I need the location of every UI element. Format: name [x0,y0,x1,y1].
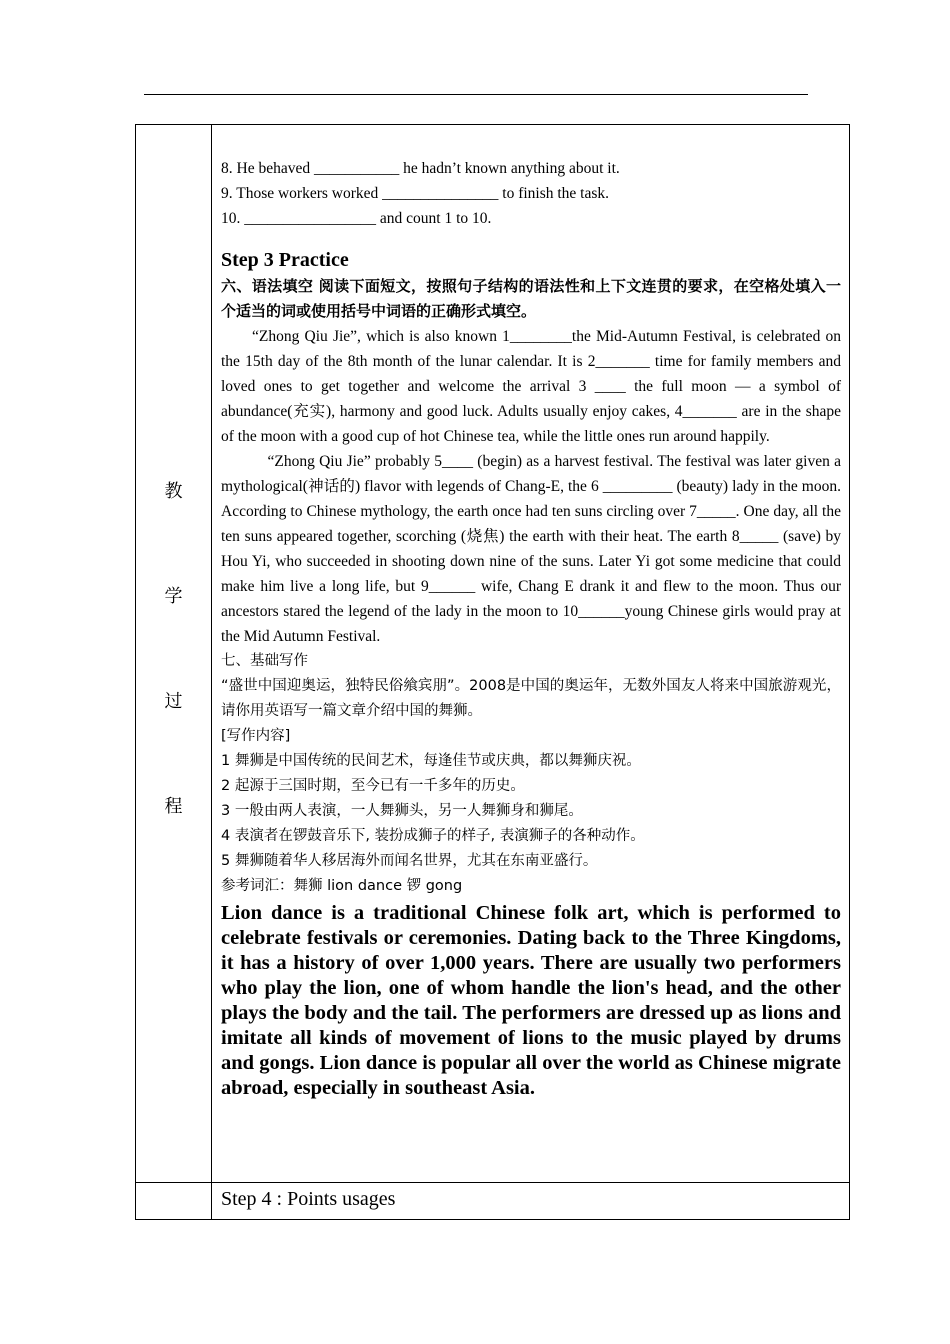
writing-point-3: 3 一般由两人表演，一人舞狮头，另一人舞狮身和狮尾。 [221,803,583,819]
side-label-char-3: 过 [164,691,183,711]
writing-title: 七、基础写作 [221,653,308,669]
grammar-fill-instruction: 六、语法填空 阅读下面短文，按照句子结构的语法性和上下文连贯的要求，在空格处填入一个适当的词或使用括号中词语的正确形式填空。 [221,277,841,320]
writing-point-2: 2 起源于三国时期，至今已有一千多年的历史。 [221,778,525,794]
exercise-line-9: 9. Those workers worked _______________ to finish the task. [221,185,610,202]
passage-paragraph-1: “Zhong Qiu Jie”, which is also known 1________the Mid-Autumn Festival, is celebrated on the 15th day of the 8th month of the lunar calendar. It is 2_______ time for family members and loved ones to get together and welcome the arrival 3 ____ the full moon — a symbol of abundance(充实), harmony and good luck. Adults usually enjoy cakes, 4_______ are in the shape of the moon with a good cup of hot Chinese tea, while the little ones run around happily. [221,328,841,445]
row-divider [136,1182,849,1183]
column-divider [211,125,212,1219]
model-answer: Lion dance is a traditional Chinese folk art, which is performed to celebrate festivals or ceremonies. Dating back to the Three Kingdoms, it has a history of over 1,000 years. There are usually two performers who play the lion, one of whom handle the lion's head, and the other plays the body and the tail. The performers are dressed up as lions and imitate all kinds of movement of lions to the music played by drums and gongs. Lion dance is popular all over the world as Chinese migrate abroad, especially in southeast Asia. [221,902,841,1099]
step4-title: Step 4 : Points usages [221,1188,396,1210]
side-label-char-1: 教 [164,481,183,501]
side-label-char-2: 学 [164,586,183,606]
side-label-char-4: 程 [164,796,183,816]
passage-paragraph-2: “Zhong Qiu Jie” probably 5____ (begin) as a harvest festival. The festival was later given a mythological(神话的) flavor with legends of Chang-E, the 6 _________ (beauty) lady in the moon. According to Chinese mythology, the earth once had ten suns circling over 7_____. One day, all the ten suns appeared together, scorching (烧焦) the earth with their heat. The earth 8_____ (save) by Hou Yi, who succeeded in shooting down nine of the suns. Later Yi got some medicine that could make him live a long life, but 9______ wife, Chang E drank it and flew to the moon. Thus our ancestors stared the legend of the lady in the moon to 10______young Chinese girls would pray at the Mid Autumn Festival. [221,453,841,645]
writing-point-5: 5 舞狮随着华人移居海外而闻名世界，尤其在东南亚盛行。 [221,853,598,869]
header-rule [144,94,808,95]
lesson-table [135,124,850,1220]
writing-content-label: [写作内容] [221,728,291,744]
step3-title: Step 3 Practice [221,249,349,271]
writing-point-4: 4 表演者在锣鼓音乐下, 装扮成狮子的样子, 表演狮子的各种动作。 [221,828,645,844]
teaching-process-content [221,156,841,1101]
exercise-line-8: 8. He behaved ___________ he hadn’t known anything about it. [221,160,620,177]
writing-point-1: 1 舞狮是中国传统的民间艺术，每逢佳节或庆典，都以舞狮庆祝。 [221,753,641,769]
writing-vocab: 参考词汇：舞狮 lion dance 锣 gong [221,878,463,894]
writing-prompt: “盛世中国迎奥运，独特民俗飨宾朋”。2008是中国的奥运年，无数外国友人将来中国旅游观光，请你用英语写一篇文章介绍中国的舞狮。 [221,678,841,719]
exercise-line-10: 10. _________________ and count 1 to 10. [221,210,492,227]
